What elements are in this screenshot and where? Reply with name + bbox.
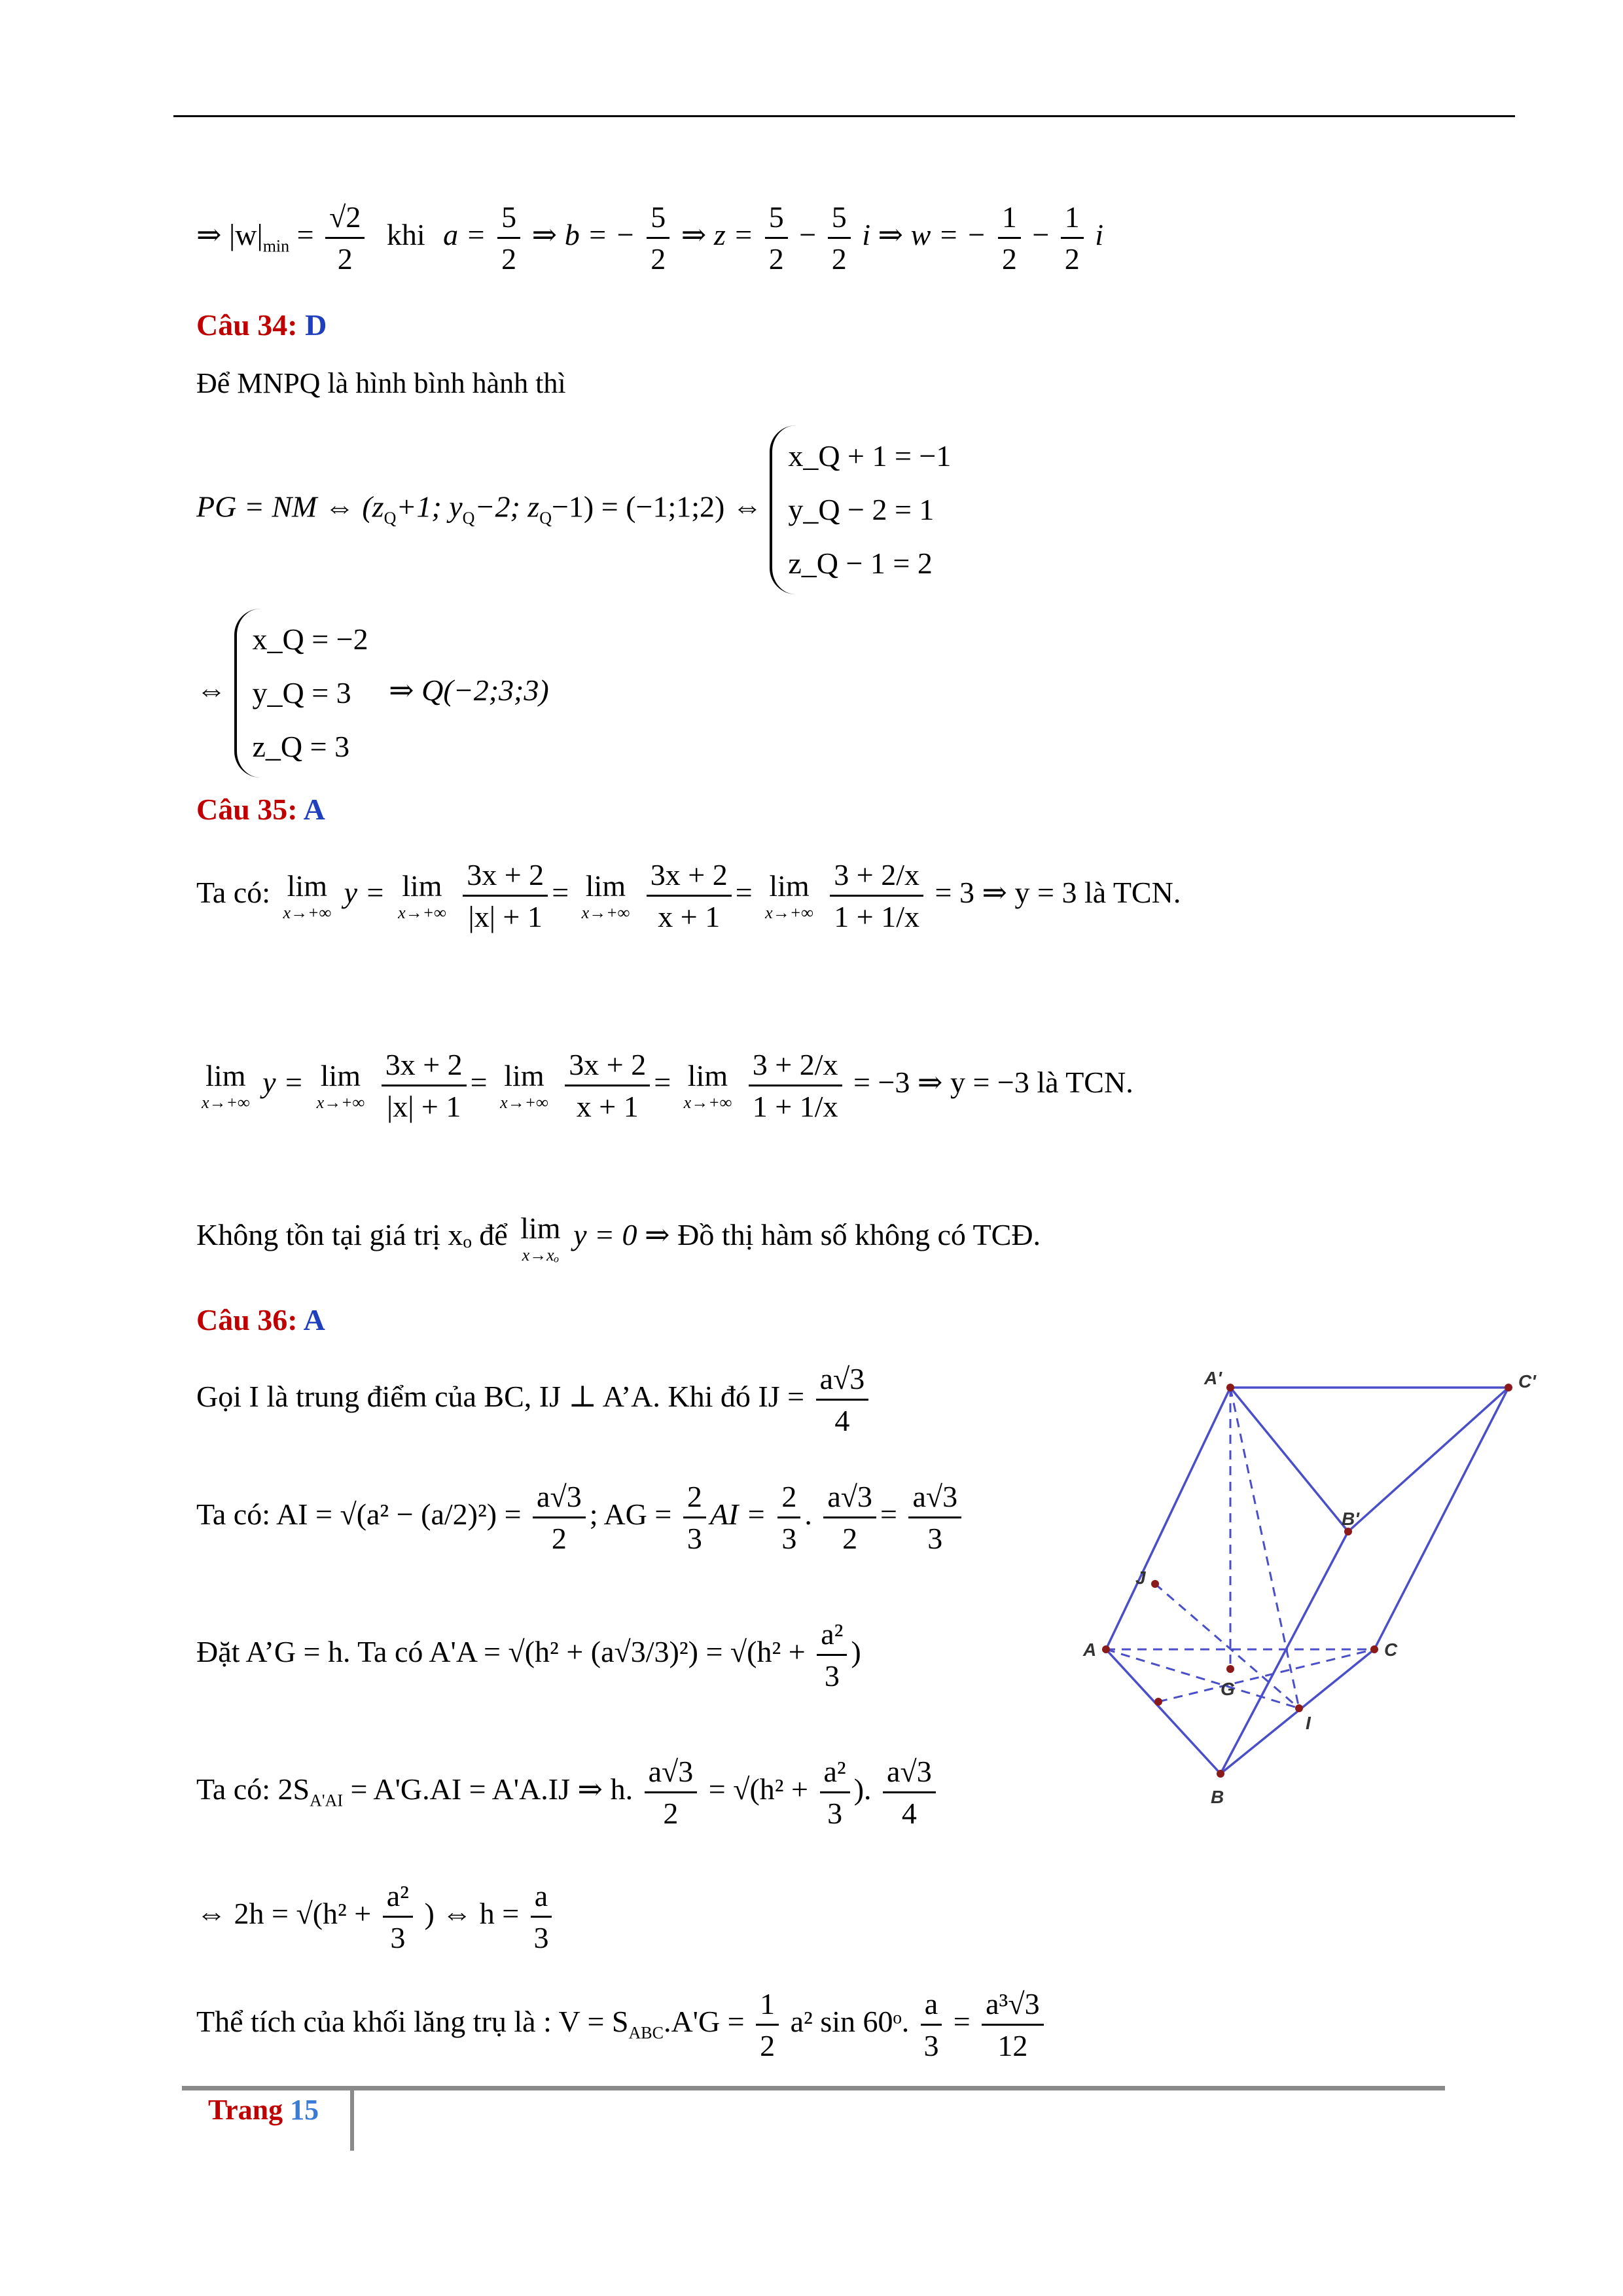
q35-no-tcd: Không tồn tại giá trị xₒ để lim x→xₒ y = 0 ⇒ Đồ thị hàm số không có TCĐ. bbox=[196, 1211, 1041, 1265]
w-prefix: ⇒ |w| bbox=[196, 218, 263, 252]
page-number: 15 bbox=[290, 2094, 319, 2126]
q36-line-2: Ta có: AI = √(a² − (a/2)²) = $\frac{a√3}{2}$ ; AG = $\frac{2}{3}$ AI = $\frac{2}{3}$ . $\frac{a√3}{2}$ = $\frac{a√3}{3}$ bbox=[196, 1479, 965, 1556]
label-c: C bbox=[1384, 1640, 1398, 1660]
footer-bar bbox=[350, 2090, 354, 2151]
w-min-line bbox=[196, 200, 1103, 276]
label-a: A bbox=[1083, 1640, 1097, 1660]
label-b: B bbox=[1211, 1787, 1224, 1807]
point-c bbox=[1370, 1645, 1378, 1653]
page-label: Trang bbox=[208, 2094, 283, 2126]
z-eq: ⇒ z = bbox=[681, 218, 754, 252]
b-eq: ⇒ b = − bbox=[531, 218, 635, 252]
label-b1: B' bbox=[1342, 1509, 1359, 1529]
w-eq: = bbox=[296, 218, 314, 252]
label-i: I bbox=[1306, 1713, 1311, 1733]
point-c1 bbox=[1505, 1384, 1512, 1391]
q34-answer: D bbox=[305, 308, 327, 342]
minus: − bbox=[799, 218, 817, 252]
frac-sqrt2: $\frac{√2}{2}$ bbox=[325, 200, 365, 276]
q34-vector-eq: PG = NM ⇔ ($z_Q+1$; $y_Q-2$; $z_Q-1$) = (−1;1;2) ⇔ x_Q + 1 = −1 y_Q − 2 = 1 z_Q − 1 = 2 bbox=[196, 425, 951, 594]
edge-a1-a bbox=[1106, 1388, 1230, 1649]
point-j bbox=[1151, 1580, 1159, 1588]
q36-line-5: ⇔ 2h = √(h² + $\frac{\text{a²}}{3}$ ) ⇔ h = $\frac{a}{3}$ bbox=[196, 1878, 556, 1955]
a-eq: a = bbox=[443, 218, 486, 252]
prism-figure bbox=[1073, 1368, 1558, 1839]
q36-line-1: Gọi I là trung điểm của BC, IJ ⊥ A’A. Khi đó IJ = $\frac{a√3}{4}$ bbox=[196, 1361, 872, 1438]
w-sub: min bbox=[262, 236, 290, 256]
khi-text: khi bbox=[386, 218, 425, 252]
q36-line-4: Ta có: $2S_{A'AI} = A'G.AI = A'A.IJ$ ⇒ h. $\frac{a√3}{2}$ = √(h² + $\frac{\text{a²}}{3}$ ). $\frac{a√3}{4}$ bbox=[196, 1754, 940, 1831]
q34-intro: Để MNPQ là hình bình hành thì bbox=[196, 367, 566, 399]
edge-c1-c bbox=[1374, 1388, 1508, 1649]
q36-line-6: Thể tích của khối lăng trụ là : $V = S_{ABC}.A'G$ = $\frac{1}{2}$ a² sin 60ᵒ. $\frac{a}{3}$ = $\frac{\text{a³√3}}{12}$ bbox=[196, 1986, 1048, 2063]
minus-2: − bbox=[1032, 218, 1050, 252]
label-g: G bbox=[1221, 1679, 1235, 1699]
point-g bbox=[1226, 1665, 1234, 1673]
edge-b1-b bbox=[1221, 1532, 1348, 1774]
edge-b1-c1 bbox=[1348, 1388, 1508, 1532]
q34-result: ⇔ x_Q = −2 y_Q = 3 z_Q = 3 ⇒ Q(−2;3;3) bbox=[196, 609, 549, 778]
edge-a1-b1 bbox=[1230, 1388, 1348, 1532]
q35-title: Câu 35: A bbox=[196, 793, 325, 826]
frac-b: $\frac{5}{2}$ bbox=[647, 200, 669, 276]
point-mid-ab bbox=[1154, 1698, 1162, 1706]
q34-title: Câu 34: D bbox=[196, 308, 327, 342]
w-tail: i bbox=[1095, 218, 1104, 252]
w-eq2: i ⇒ w = − bbox=[862, 218, 987, 252]
q35-limit-plus: Ta có: lim x→+∞ y = lim x→+∞ $\frac{3x + 2}{|x| + 1}$ = lim x→+∞ $\frac{3x + 2}{x + 1}$ = lim x→+∞ $\frac{3 + 2/x}{1 + 1/x}$ = 3 ⇒ y = 3 là TCN. bbox=[196, 858, 1181, 933]
q35-limit-minus: lim x→+∞ y = lim x→+∞ $\frac{3x + 2}{|x| + 1}$ = lim x→+∞ $\frac{3x + 2}{x + 1}$ = lim x→+∞ $\frac{3 + 2/x}{1 + 1/x}$ = −3 ⇒ y = −3 là TCN. bbox=[202, 1048, 1133, 1123]
point-i bbox=[1295, 1704, 1303, 1712]
point-a1 bbox=[1226, 1384, 1234, 1391]
frac-z1: $\frac{5}{2}$ bbox=[765, 200, 788, 276]
q36-line-3: Đặt A’G = h. Ta có A'A = √(h² + (a√3/3)²) = √(h² + $\frac{\text{a²}}{3}$ ) bbox=[196, 1617, 861, 1693]
point-b bbox=[1217, 1770, 1224, 1778]
edge-a-b bbox=[1106, 1649, 1221, 1774]
q34-system-2: x_Q = −2 y_Q = 3 z_Q = 3 bbox=[234, 609, 368, 778]
footer-rule bbox=[182, 2086, 1445, 2090]
seg-a1-i bbox=[1230, 1388, 1299, 1708]
header-rule bbox=[173, 115, 1515, 117]
label-j: J bbox=[1135, 1568, 1146, 1588]
frac-w2: $\frac{1}{2}$ bbox=[1061, 200, 1084, 276]
page-footer bbox=[208, 2093, 319, 2126]
q35-answer: A bbox=[303, 793, 325, 826]
q36-title: Câu 36: A bbox=[196, 1303, 325, 1336]
label-a1: A' bbox=[1204, 1368, 1222, 1388]
frac-a: $\frac{5}{2}$ bbox=[497, 200, 520, 276]
q34-system-1: x_Q + 1 = −1 y_Q − 2 = 1 z_Q − 1 = 2 bbox=[770, 425, 951, 594]
q36-answer: A bbox=[303, 1303, 325, 1336]
frac-z2: $\frac{5}{2}$ bbox=[828, 200, 851, 276]
point-a bbox=[1102, 1645, 1110, 1653]
label-c1: C' bbox=[1518, 1371, 1536, 1391]
frac-w1: $\frac{1}{2}$ bbox=[998, 200, 1021, 276]
